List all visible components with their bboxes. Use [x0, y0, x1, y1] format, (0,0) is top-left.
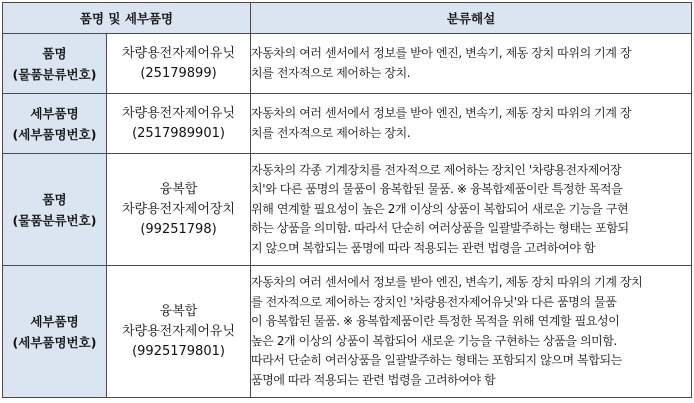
description-line: 품명에 따라 적용되는 관련 법령을 고려하여야 함 [251, 372, 496, 387]
item-name: 차량용전자제어장치 [121, 201, 236, 217]
label-type: 품명 [42, 191, 67, 207]
item-description [251, 34, 692, 94]
row-label [3, 94, 107, 154]
description-line: 높은 2개 이상의 상품이 복합되어 새로운 기능을 구현하는 상품을 의미함. [251, 333, 617, 348]
item-name-cell [107, 266, 251, 398]
description-line: 위해 연계할 필요성이 높은 2개 이상의 상품이 복합되어 새로운 기능을 구현 [251, 201, 629, 216]
item-name-cell [107, 34, 251, 94]
header-item-name: 품명 및 세부품명 [3, 3, 251, 34]
item-name-cell [107, 94, 251, 154]
item-prefix: 융복합 [159, 181, 198, 197]
item-code: (99251798) [140, 221, 217, 237]
item-code: (2517989901) [132, 125, 225, 141]
item-description [251, 266, 692, 398]
item-code: (25179899) [140, 65, 217, 81]
description-line: 지 않으며 복합되는 품명에 따라 적용되는 관련 법령을 고려하여야 함 [251, 240, 596, 255]
row-label [3, 34, 107, 94]
description-line: 따라서 단순히 여러상품을 일괄발주하는 형태는 포함되지 않으며 복합되는 [251, 353, 622, 367]
description-line: 자동차의 여러 센서에서 정보를 받아 엔진, 변속기, 제동 장치 따위의 기계 장 [251, 106, 632, 120]
description-line: 자동차의 여러 센서에서 정보를 받아 엔진, 변속기, 제동 장치 따위의 기계 장 [251, 46, 632, 60]
description-line: 치를 전자적으로 제어하는 장치. [251, 125, 411, 140]
description-line: 이 융복합된 물품. ※ 융복합제품이란 특정한 목적을 위해 연계할 필요성이 [251, 314, 620, 328]
item-name: 차량용전자제어유닛 [121, 323, 236, 339]
row-label [3, 154, 107, 266]
table-row [3, 154, 692, 266]
label-code-type: (세부품명번호) [12, 334, 97, 350]
label-type: 세부품명 [30, 105, 79, 121]
table-row [3, 94, 692, 154]
description-line: 치'와 다른 품명의 물품이 융복합된 물품. ※ 융복합제품이란 특정한 목적을 [251, 182, 623, 197]
description-line: 치를 전자적으로 제어하는 장치. [251, 65, 411, 80]
description-line: 를 전자적으로 제어하는 장치인 '차량용전자제어유닛'와 다른 품명의 물품 [251, 294, 617, 309]
description-line: 하는 상품을 의미함. 따라서 단순히 여러상품을 일괄발주하는 형태는 포함되 [251, 221, 629, 236]
item-name: 차량용전자제어유닛 [121, 45, 236, 61]
table-row [3, 34, 692, 94]
item-name-cell [107, 154, 251, 266]
description-line: 자동차의 여러 센서에서 정보를 받아 엔진, 변속기, 제동 장치 따위의 기계 장치 [251, 275, 643, 289]
item-prefix: 융복합 [159, 303, 198, 319]
label-code-type: (물품분류번호) [12, 66, 97, 82]
header-row [3, 3, 692, 34]
header-description: 분류해설 [251, 3, 692, 34]
label-code-type: (물품분류번호) [12, 212, 97, 228]
label-code-type: (세부품명번호) [12, 126, 97, 142]
table-row [3, 266, 692, 398]
item-description [251, 94, 692, 154]
item-description [251, 154, 692, 266]
description-line: 자동차의 각종 기계장치를 전자적으로 제어하는 장치인 '차량용전자제어장 [251, 162, 622, 177]
row-label [3, 266, 107, 398]
label-type: 세부품명 [30, 313, 79, 329]
classification-table [2, 2, 692, 398]
item-name: 차량용전자제어유닛 [121, 105, 236, 121]
label-type: 품명 [42, 45, 67, 61]
item-code: (9925179801) [132, 343, 225, 359]
